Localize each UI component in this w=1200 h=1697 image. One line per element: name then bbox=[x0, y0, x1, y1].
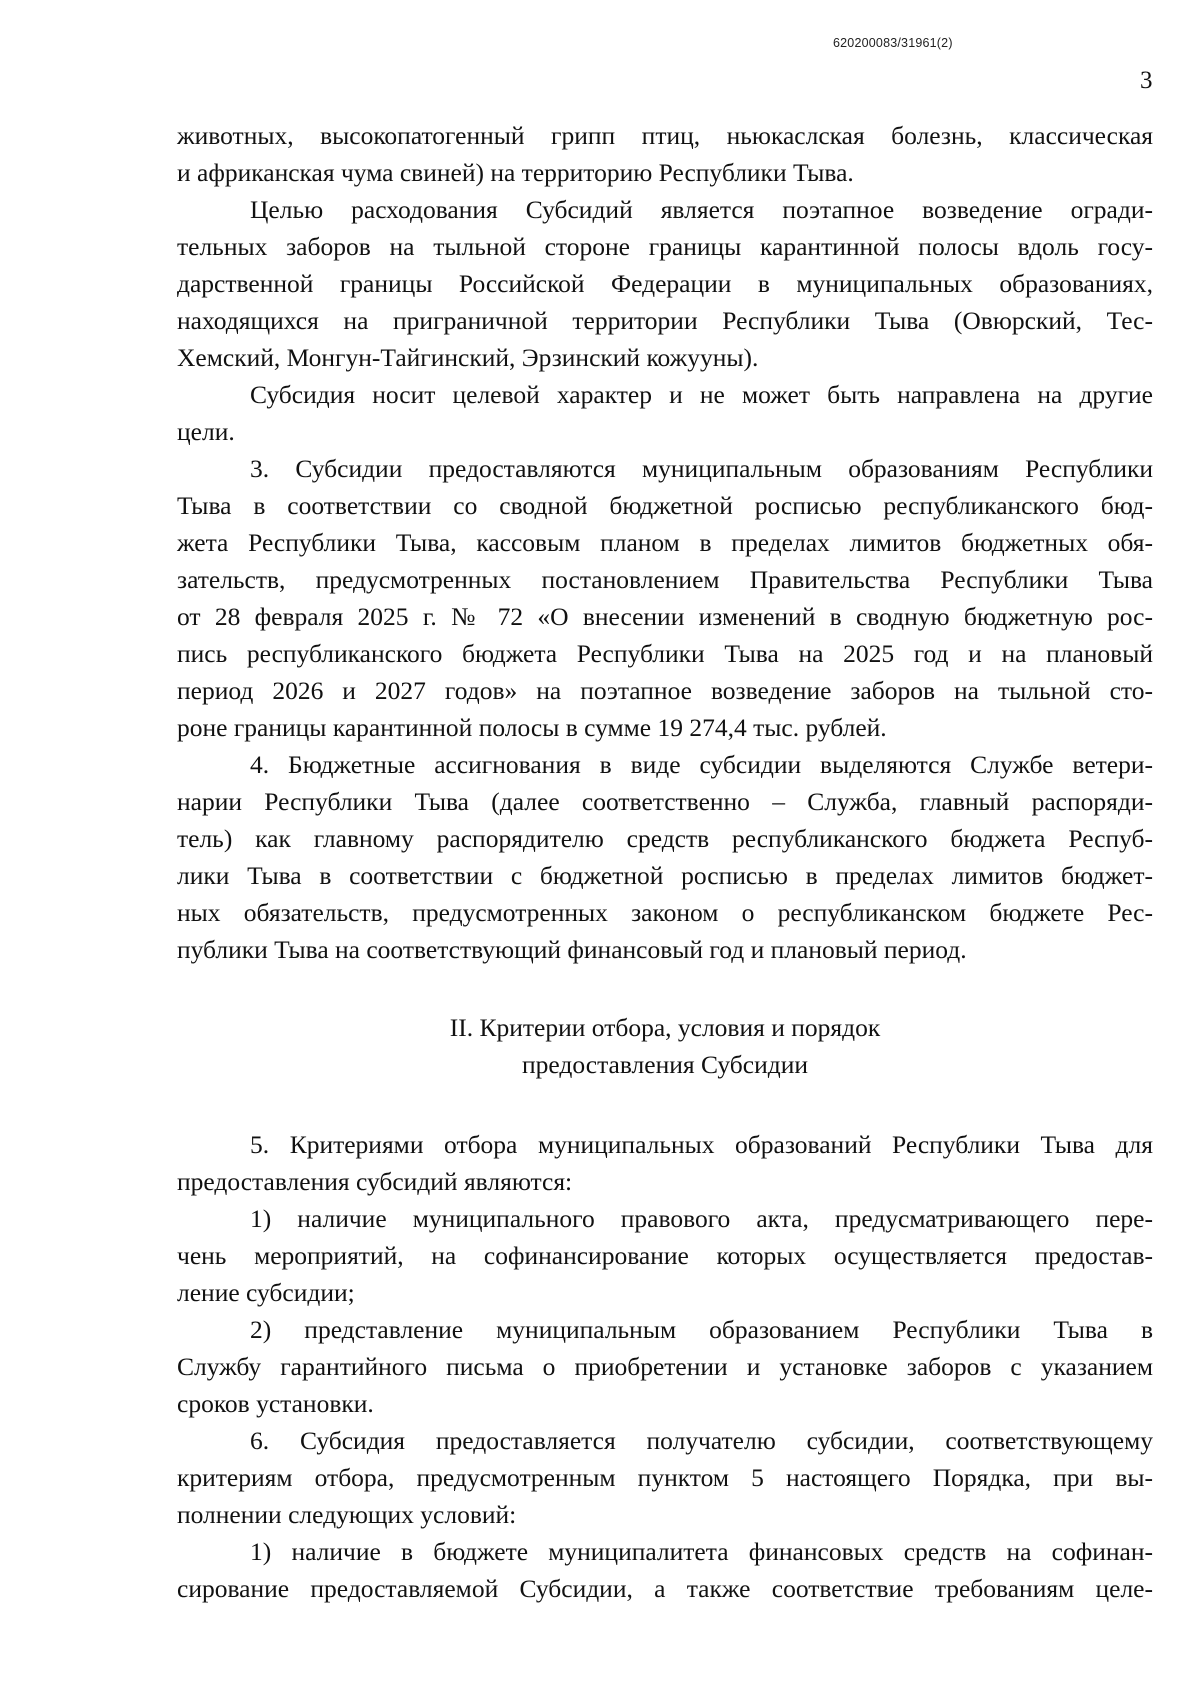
document-id: 620200083/31961(2) bbox=[833, 36, 953, 50]
text-line: сроков установки. bbox=[177, 1389, 374, 1418]
text-line: пись республиканского бюджета Республики Тыва на 2025 год и на плановый bbox=[177, 639, 1153, 668]
page-number: 3 bbox=[1140, 67, 1153, 94]
section-title: II. Критерии отбора, условия и порядок bbox=[449, 1013, 881, 1042]
text-line: 5. Критериями отбора муниципальных образований Республики Тыва для bbox=[250, 1130, 1153, 1159]
text-line: полнении следующих условий: bbox=[177, 1500, 517, 1529]
text-line: 4. Бюджетные ассигнования в виде субсидии выделяются Службе ветери- bbox=[250, 750, 1153, 779]
text-line: критериям отбора, предусмотренным пунктом 5 настоящего Порядка, при вы- bbox=[177, 1463, 1153, 1492]
text-line: от 28 февраля 2025 г. № 72 «О внесении изменений в сводную бюджетную рос- bbox=[177, 602, 1153, 631]
text-line: цели. bbox=[177, 417, 235, 446]
text-line: 3. Субсидии предоставляются муниципальным образованиям Республики bbox=[250, 454, 1153, 483]
text-line: лики Тыва в соответствии с бюджетной росписью в пределах лимитов бюджет- bbox=[177, 861, 1153, 890]
text-line: 1) наличие муниципального правового акта, предусматривающего пере- bbox=[250, 1204, 1153, 1233]
text-line: период 2026 и 2027 годов» на поэтапное возведение заборов на тыльной сто- bbox=[177, 676, 1153, 705]
text-line: 1) наличие в бюджете муниципалитета финансовых средств на софинан- bbox=[250, 1537, 1153, 1566]
text-line: Службу гарантийного письма о приобретении и установке заборов с указанием bbox=[177, 1352, 1153, 1381]
text-line: роне границы карантинной полосы в сумме 19 274,4 тыс. рублей. bbox=[177, 713, 887, 742]
text-line: тельных заборов на тыльной стороне границы карантинной полосы вдоль госу- bbox=[177, 232, 1153, 261]
text-line: чень мероприятий, на софинансирование которых осуществляется предостав- bbox=[177, 1241, 1153, 1270]
text-line: сирование предоставляемой Субсидии, а также соответствие требованиям целе- bbox=[177, 1574, 1153, 1603]
section-title: предоставления Субсидии bbox=[522, 1050, 808, 1079]
text-line: животных, высокопатогенный грипп птиц, ньюкаслская болезнь, классическая bbox=[177, 121, 1153, 150]
text-line: жета Республики Тыва, кассовым планом в пределах лимитов бюджетных обя- bbox=[177, 528, 1153, 557]
text-line: публики Тыва на соответствующий финансовый год и плановый период. bbox=[177, 935, 967, 964]
text-line: тель) как главному распорядителю средств республиканского бюджета Респуб- bbox=[177, 824, 1153, 853]
text-line: дарственной границы Российской Федерации в муниципальных образованиях, bbox=[177, 269, 1153, 298]
text-line: 2) представление муниципальным образованием Республики Тыва в bbox=[250, 1315, 1153, 1344]
text-line: ление субсидии; bbox=[177, 1278, 355, 1307]
text-line: предоставления субсидий являются: bbox=[177, 1167, 573, 1196]
text-line: зательств, предусмотренных постановлением Правительства Республики Тыва bbox=[177, 565, 1153, 594]
text-line: 6. Субсидия предоставляется получателю субсидии, соответствующему bbox=[250, 1426, 1153, 1455]
text-line: Субсидия носит целевой характер и не может быть направлена на другие bbox=[250, 380, 1153, 409]
text-line: Хемский, Монгун-Тайгинский, Эрзинский кожууны). bbox=[177, 343, 759, 372]
text-line: ных обязательств, предусмотренных законом о республиканском бюджете Рес- bbox=[177, 898, 1153, 927]
text-line: Целью расходования Субсидий является поэтапное возведение огради- bbox=[250, 195, 1153, 224]
text-line: и африканская чума свиней) на территорию Республики Тыва. bbox=[177, 158, 854, 187]
text-line: нарии Республики Тыва (далее соответственно – Служба, главный распоряди- bbox=[177, 787, 1153, 816]
text-line: Тыва в соответствии со сводной бюджетной росписью республиканского бюд- bbox=[177, 491, 1153, 520]
text-line: находящихся на приграничной территории Республики Тыва (Овюрский, Тес- bbox=[177, 306, 1153, 335]
